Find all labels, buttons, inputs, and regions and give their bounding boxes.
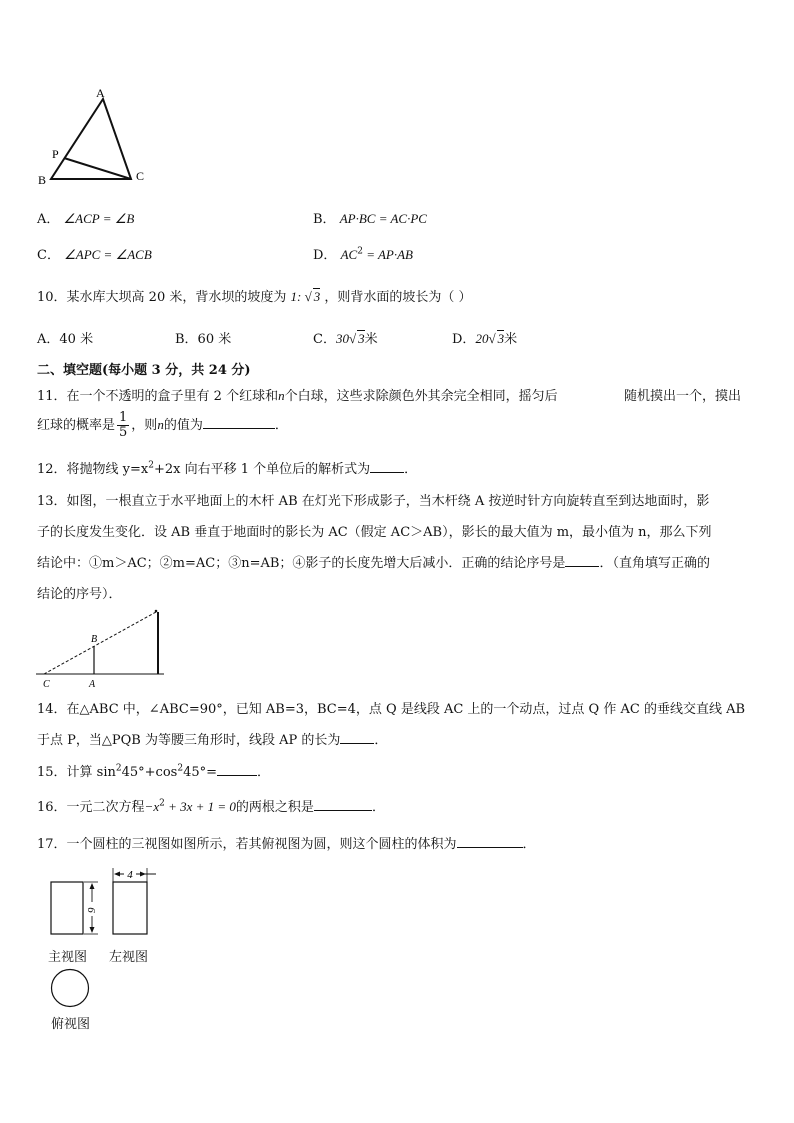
q13-text: 结论中：①m＞AC；②m=AC；③n=AB；④影子的长度先增大后减小．正确的结论序号是 bbox=[37, 556, 566, 571]
q14-text: 于点 P，当△PQB 为等腰三角形时，线段 AP 的长为 bbox=[37, 733, 341, 748]
q11-text: 红球的概率是 bbox=[37, 418, 116, 433]
section-title: 二、填空题(每小题 3 分，共 24 分) bbox=[37, 363, 251, 378]
q12-end: ． bbox=[404, 462, 418, 477]
answer-blank[interactable] bbox=[203, 416, 275, 429]
q16-end: ． bbox=[371, 800, 385, 815]
option-unit: 米 bbox=[504, 332, 518, 347]
q11-text: 的值为 bbox=[163, 418, 203, 433]
q13-text: ．（直角填写正确的 bbox=[599, 556, 710, 571]
option-text: A．40 米 bbox=[37, 332, 94, 347]
q10-ratio-pre: 1: bbox=[290, 289, 305, 304]
q16-equation: −x bbox=[144, 799, 160, 814]
option-key: D． bbox=[452, 332, 476, 347]
option-key: B． bbox=[313, 212, 336, 227]
fraction-numerator: 1 bbox=[119, 410, 128, 425]
option-coef: 30 bbox=[335, 331, 349, 346]
q10-option-a bbox=[37, 328, 93, 347]
answer-blank[interactable] bbox=[217, 763, 257, 776]
q13-line1 bbox=[37, 490, 709, 509]
q17-three-views-figure bbox=[40, 862, 170, 942]
width-dimension-label: 4 bbox=[127, 869, 133, 881]
option-radicand: 3 bbox=[497, 331, 505, 346]
q11-end: ． bbox=[274, 418, 288, 433]
fraction-one-fifth bbox=[117, 411, 129, 440]
q9-option-d bbox=[313, 244, 413, 263]
option-key: A． bbox=[37, 212, 60, 227]
front-view-label bbox=[48, 946, 87, 965]
q13-line3 bbox=[37, 552, 710, 571]
q10-text-post: ，则背水面的坡长为（ ） bbox=[324, 290, 472, 305]
q13-text: 子的长度发生变化．设 AB 垂直于地面时的影长为 AC（假定 AC＞AB），影长的最大值为 m，最小值为 n，那么下列 bbox=[37, 525, 712, 540]
q11-line1 bbox=[37, 385, 558, 404]
q10-option-c: C．30√ 3米 bbox=[313, 331, 378, 347]
q15-text: 15．计算 sin bbox=[37, 765, 116, 780]
q11-text: ，则 bbox=[131, 418, 158, 433]
left-view-label bbox=[109, 946, 148, 965]
option-radicand: 3 bbox=[358, 331, 365, 346]
label-text: 主视图 bbox=[48, 950, 88, 965]
q12-text: 12．将抛物线 y=x bbox=[37, 462, 149, 477]
answer-blank[interactable] bbox=[457, 835, 523, 848]
option-key: C． bbox=[313, 332, 336, 347]
top-view-label bbox=[51, 1013, 90, 1032]
q15-end: ． bbox=[257, 765, 271, 780]
option-expr-pre: AC bbox=[340, 247, 358, 262]
option-expr: AP·BC = AC·PC bbox=[339, 211, 427, 226]
q16-equation: + 3x + 1 = 0 bbox=[164, 799, 236, 814]
label-text: 左视图 bbox=[109, 950, 149, 965]
vertex-p-label: P bbox=[52, 147, 59, 161]
q10-question: 10．某水库大坝高 20 米，背水坝的坡度为 1: √ 3 ，则背水面的坡长为（ ） bbox=[37, 289, 472, 305]
answer-blank[interactable] bbox=[314, 798, 372, 811]
q15-text: 45°= bbox=[183, 765, 218, 780]
q15-text: 45°+cos bbox=[121, 765, 178, 780]
q12-text: +2x 向右平移 1 个单位后的解析式为 bbox=[153, 462, 371, 477]
option-unit: 米 bbox=[364, 332, 378, 347]
fraction-denominator: 5 bbox=[119, 425, 128, 440]
answer-blank[interactable] bbox=[340, 731, 374, 744]
q11-text: 11．在一个不透明的盒子里有 2 个红球和 bbox=[37, 389, 279, 404]
q11-text: 个白球，这些求除颜色外其余完全相同，摇匀后 bbox=[284, 389, 558, 404]
label-text: 俯视图 bbox=[51, 1017, 91, 1032]
q16-sup: 2 bbox=[159, 798, 165, 809]
q15-question bbox=[37, 761, 270, 780]
option-key: C． bbox=[37, 248, 60, 263]
q13-line2 bbox=[37, 521, 712, 540]
q14-line1 bbox=[37, 698, 745, 717]
q15-sup: 2 bbox=[177, 763, 184, 774]
q11-line2 bbox=[37, 411, 288, 440]
point-c-label: C bbox=[43, 679, 50, 690]
q14-text: 14．在△ABC 中，∠ABC=90°，已知 AB=3，BC=4，点 Q 是线段 AC 上的一个动点，过点 Q 作 AC 的垂线交直线 AB bbox=[37, 702, 746, 717]
answer-blank[interactable] bbox=[370, 460, 404, 473]
option-expr-post: = AP·AB bbox=[362, 247, 413, 262]
option-sup: 2 bbox=[357, 246, 363, 257]
q17-text: 17．一个圆柱的三视图如图所示，若其俯视图为圆，则这个圆柱的体积为 bbox=[37, 837, 457, 852]
q17-end: ． bbox=[522, 837, 536, 852]
q16-text: 16．一元二次方程 bbox=[37, 800, 145, 815]
left-view-rectangle bbox=[113, 882, 147, 934]
q9-triangle-figure bbox=[30, 84, 160, 188]
section-heading bbox=[37, 359, 251, 378]
option-expr: ∠APC = ∠ACB bbox=[64, 247, 152, 262]
q16-text: 的两根之积是 bbox=[235, 800, 314, 815]
variable-n: n bbox=[278, 388, 285, 403]
q9-option-a bbox=[37, 208, 134, 227]
q13-line4 bbox=[37, 583, 122, 602]
q14-end: ． bbox=[374, 733, 388, 748]
option-key: D． bbox=[313, 248, 337, 263]
q13-text: 结论的序号）． bbox=[37, 587, 122, 602]
q13-shadow-figure bbox=[34, 604, 168, 690]
option-text: B．60 米 bbox=[175, 332, 232, 347]
vertex-c-label: C bbox=[136, 169, 145, 183]
option-expr: ∠ACP = ∠B bbox=[63, 211, 135, 226]
q11-line1-end bbox=[624, 385, 741, 404]
top-view-circle-figure bbox=[49, 968, 93, 1010]
q13-text: 13．如图，一根直立于水平地面上的木杆 AB 在灯光下形成影子，当木杆绕 A 按逆时针方向旋转直至到达地面时，影 bbox=[37, 494, 710, 509]
q15-sup: 2 bbox=[115, 763, 122, 774]
point-a-label: A bbox=[89, 679, 96, 690]
point-b-label: B bbox=[91, 634, 98, 645]
vertex-b-label: B bbox=[38, 173, 47, 187]
option-coef: 20 bbox=[475, 331, 489, 346]
q17-question bbox=[37, 833, 536, 852]
q16-question bbox=[37, 796, 385, 815]
q10-option-d: D．20√ 3米 bbox=[452, 331, 518, 347]
vertex-a-label: A bbox=[96, 86, 105, 100]
q12-sup: 2 bbox=[148, 460, 154, 471]
q10-option-b bbox=[175, 328, 231, 347]
variable-n: n bbox=[157, 417, 164, 432]
q10-text-pre: 10．某水库大坝高 20 米，背水坝的坡度为 bbox=[37, 290, 287, 305]
top-view-circle bbox=[52, 970, 89, 1007]
q12-question bbox=[37, 458, 417, 477]
q14-line2 bbox=[37, 729, 387, 748]
q9-option-b bbox=[313, 208, 427, 227]
answer-blank[interactable] bbox=[565, 554, 599, 567]
height-dimension-label: 6 bbox=[85, 907, 97, 913]
q9-option-c bbox=[37, 244, 152, 263]
q10-ratio-radicand: 3 bbox=[313, 289, 321, 304]
front-view-rectangle bbox=[51, 882, 83, 934]
q11-text: 随机摸出一个，摸出 bbox=[624, 389, 742, 404]
